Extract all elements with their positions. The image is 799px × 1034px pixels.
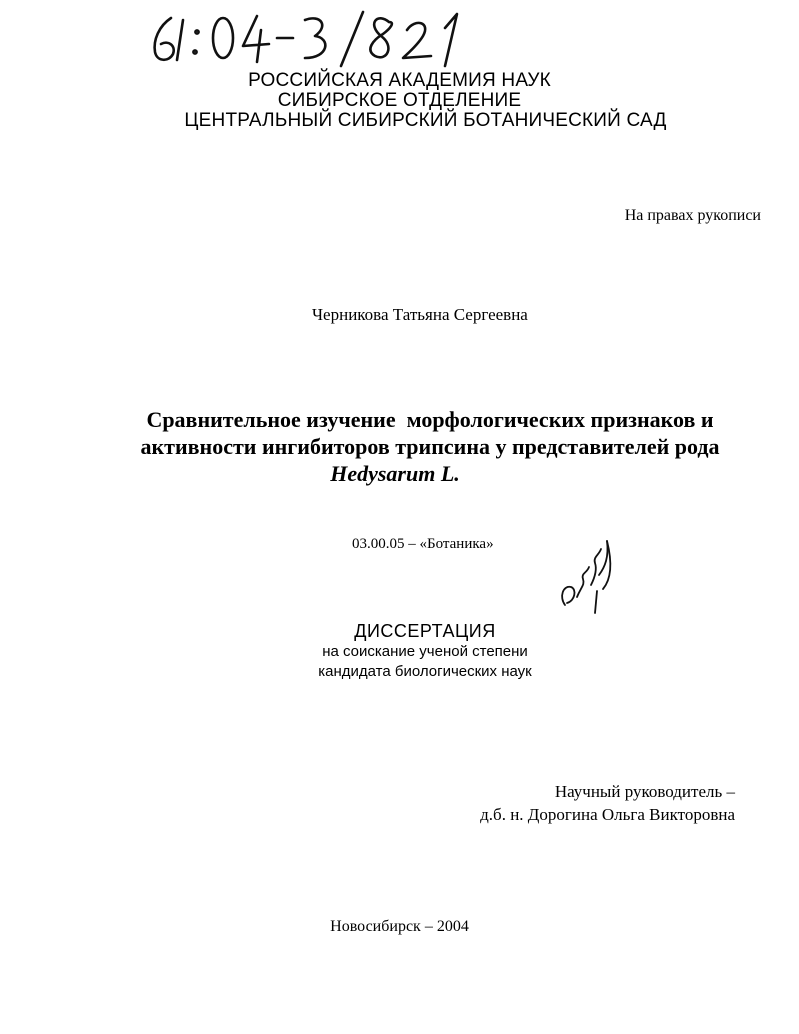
- handwritten-code-drawing: [145, 8, 505, 68]
- handwritten-signature: [555, 527, 625, 622]
- supervisor-block: [480, 780, 735, 826]
- title-line-3: Hedysarum L.: [330, 461, 460, 486]
- supervisor-role: Научный руководитель –: [554, 782, 735, 801]
- organization-division: СИБИРСКОЕ ОТДЕЛЕНИЕ: [277, 90, 522, 111]
- handwritten-catalog-code: [145, 8, 505, 68]
- author-name: Черникова Татьяна Сергеевна: [312, 305, 528, 324]
- dissertation-heading: ДИССЕРТАЦИЯ: [354, 621, 496, 641]
- rights-note: На правах рукописи: [624, 207, 761, 224]
- signature-drawing: [555, 527, 625, 622]
- dissertation-title: [80, 406, 780, 487]
- specialty-code: 03.00.05 – «Ботаника»: [352, 536, 494, 552]
- degree-line-1: на соискание ученой степени: [322, 643, 528, 660]
- place-and-year: Новосибирск – 2004: [330, 918, 469, 935]
- title-line-1: Сравнительное изучение морфологических признаков и: [146, 407, 714, 432]
- degree-line-2: кандидата биологических наук: [318, 663, 532, 680]
- organization-institute: ЦЕНТРАЛЬНЫЙ СИБИРСКИЙ БОТАНИЧЕСКИЙ САД: [184, 110, 667, 131]
- organization-name: РОССИЙСКАЯ АКАДЕМИЯ НАУК: [248, 70, 551, 91]
- supervisor-name: д.б. н. Дорогина Ольга Викторовна: [480, 805, 735, 824]
- dissertation-type-block: [300, 620, 550, 682]
- title-line-2: активности ингибиторов трипсина у представителей рода: [140, 434, 720, 459]
